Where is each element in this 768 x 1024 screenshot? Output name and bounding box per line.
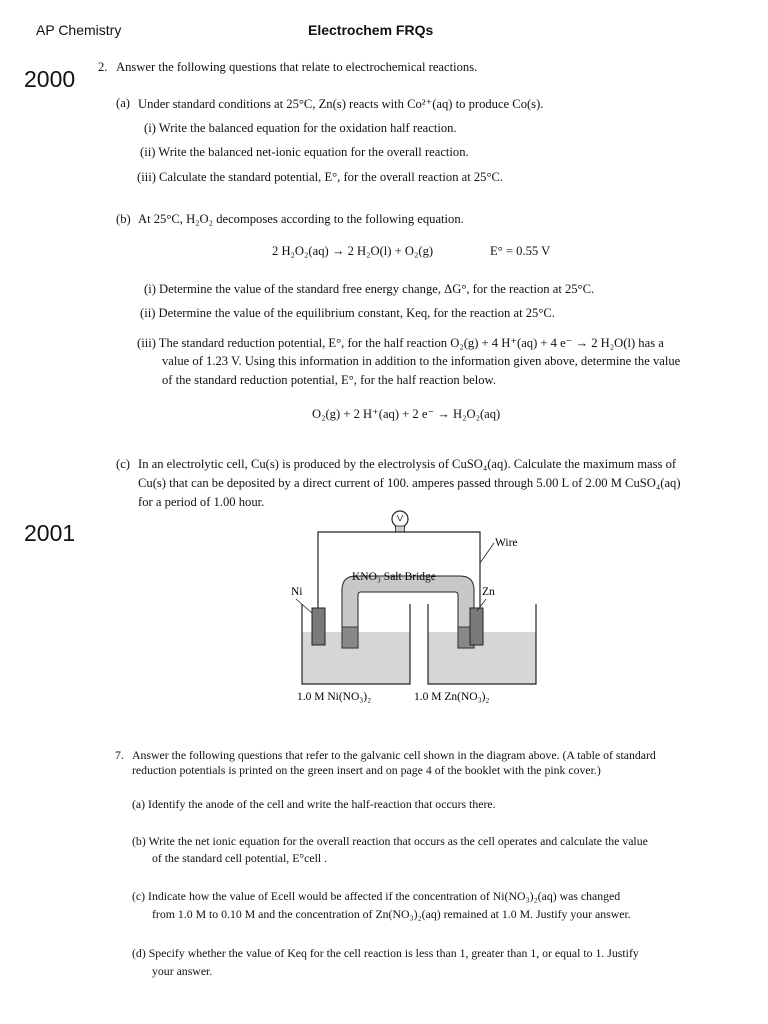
question-2-number: 2. bbox=[98, 60, 108, 74]
year-label-2001: 2001 bbox=[24, 520, 76, 546]
q7-part-d-line1: (d) Specify whether the value of Keq for the cell reaction is less than 1, greater than 1, or equal to 1. Justify bbox=[132, 946, 639, 960]
q7-part-b-line1: (b) Write the net ionic equation for the overall reaction that occurs as the cell operates and calculate the value bbox=[132, 834, 648, 848]
question-7-intro-line1: Answer the following questions that refer to the galvanic cell shown in the diagram above. (A table of standard bbox=[132, 748, 656, 762]
part-a-text: Under standard conditions at 25°C, Zn(s) reacts with Co²⁺(aq) to produce Co(s). bbox=[138, 97, 544, 111]
part-b-iii-line2: value of 1.23 V. Using this information in addition to the information given above, determine the value bbox=[162, 354, 681, 368]
salt-bridge-plug-left bbox=[342, 627, 358, 648]
part-b-i: (i) Determine the value of the standard free energy change, ΔG°, for the reaction at 25°C. bbox=[144, 282, 595, 296]
question-2-intro: Answer the following questions that relate to electrochemical reactions. bbox=[116, 60, 478, 74]
decomposition-potential: E° = 0.55 V bbox=[490, 244, 551, 258]
q7-part-d-line2: your answer. bbox=[152, 964, 213, 978]
part-a-iii: (iii) Calculate the standard potential, E°, for the overall reaction at 25°C. bbox=[137, 170, 504, 184]
q7-part-c-line1: (c) Indicate how the value of Ecell would be affected if the concentration of Ni(NO₃)₂(aq) was changed bbox=[132, 889, 621, 903]
right-solution-label: 1.0 M Zn(NO₃)₂ bbox=[414, 691, 490, 703]
page-title: Electrochem FRQs bbox=[308, 22, 434, 38]
part-a-ii: (ii) Write the balanced net-ionic equation for the overall reaction. bbox=[140, 145, 469, 159]
part-c-line3: for a period of 1.00 hour. bbox=[138, 495, 265, 509]
course-title: AP Chemistry bbox=[36, 22, 122, 38]
decomposition-equation: 2 H₂O₂(aq) → 2 H₂O(l) + O₂(g) bbox=[272, 244, 434, 258]
part-a-label: (a) bbox=[116, 96, 130, 110]
part-b-iii-line1: (iii) The standard reduction potential, E°, for the half reaction O₂(g) + 4 H⁺(aq) + 4 e⁻ → 2 H₂O(l) has a bbox=[137, 336, 664, 350]
year-label-2000: 2000 bbox=[24, 66, 76, 92]
part-b-ii: (ii) Determine the value of the equilibrium constant, Keq, for the reaction at 25°C. bbox=[140, 306, 555, 320]
q7-part-a: (a) Identify the anode of the cell and write the half-reaction that occurs there. bbox=[132, 797, 496, 811]
part-a-i: (i) Write the balanced equation for the oxidation half reaction. bbox=[144, 121, 457, 135]
galvanic-cell-diagram bbox=[280, 505, 540, 710]
part-b-iii-line3: of the standard reduction potential, E°, for the half reaction below. bbox=[162, 373, 496, 387]
nickel-electrode bbox=[312, 608, 325, 645]
zinc-label: Zn bbox=[482, 586, 495, 598]
left-solution-label: 1.0 M Ni(NO₃)₂ bbox=[297, 691, 372, 703]
half-reaction-equation: O₂(g) + 2 H⁺(aq) + 2 e⁻ → H₂O₂(aq) bbox=[312, 407, 501, 421]
part-b-text: At 25°C, H₂O₂ decomposes according to the following equation. bbox=[138, 212, 464, 226]
salt-bridge-label: KNO₃ Salt Bridge bbox=[352, 571, 436, 583]
wire-label: Wire bbox=[495, 537, 518, 549]
light-bulb-icon bbox=[392, 511, 408, 532]
nickel-label: Ni bbox=[291, 586, 303, 598]
q7-part-b-line2: of the standard cell potential, E°cell . bbox=[152, 851, 328, 865]
q7-part-c-line2: from 1.0 M to 0.10 M and the concentration of Zn(NO₃)₂(aq) remained at 1.0 M. Justify your answer. bbox=[152, 907, 631, 921]
part-c-label: (c) bbox=[116, 457, 130, 471]
part-b-label: (b) bbox=[116, 212, 131, 226]
zinc-electrode bbox=[470, 608, 483, 645]
part-c-line1: In an electrolytic cell, Cu(s) is produced by the electrolysis of CuSO₄(aq). Calculate the maximum mass of bbox=[138, 457, 677, 471]
part-c-line2: Cu(s) that can be deposited by a direct current of 100. amperes passed through 5.00 L of 2.00 M CuSO₄(aq) bbox=[138, 476, 681, 490]
question-7-intro-line2: reduction potentials is printed on the green insert and on page 4 of the booklet with the pink cover.) bbox=[132, 763, 601, 777]
question-7-number: 7. bbox=[115, 748, 124, 762]
